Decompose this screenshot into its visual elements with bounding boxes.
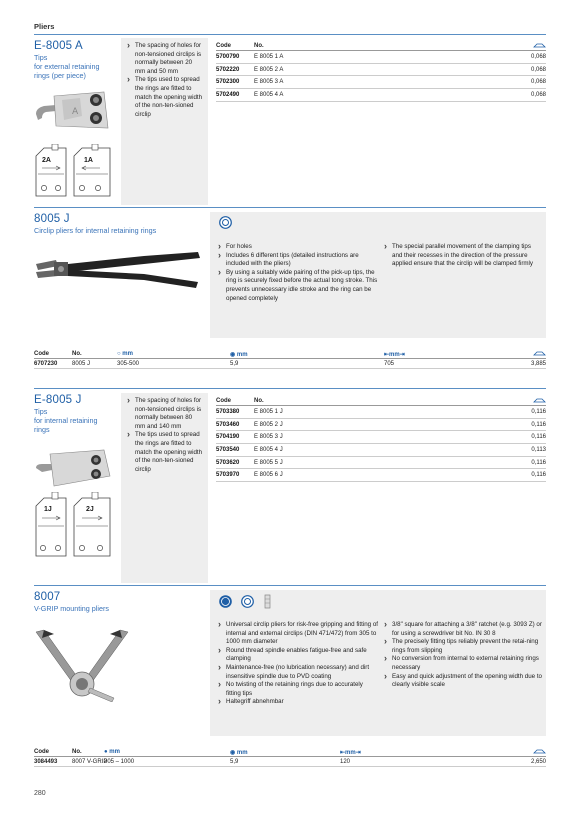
s1-bullet: › The spacing of holes for non-tensioned circlips is normally between 20 mm and 50 mm	[127, 42, 204, 76]
table-row: 5700790 E 8005 1 A 0,068	[216, 51, 546, 64]
s4-bullet: › No twisting of the retaining rings due to accurately fitting tips	[218, 681, 378, 698]
col-diameter: ◉ mm	[230, 750, 248, 756]
weight-icon	[533, 749, 546, 756]
s1-title: E-8005 A	[34, 40, 83, 52]
s3-desc-panel	[121, 393, 208, 583]
col-length: ⇤mm⇥	[340, 750, 361, 756]
s1-tag-2a: 2A	[42, 157, 51, 164]
s3-tip-diagram	[34, 492, 112, 558]
s4-vgrip-image	[34, 622, 130, 702]
s4-subtitle: V-GRIP mounting pliers	[34, 604, 109, 613]
s3-bullet: › The tips used to spread the rings are fitted to match the opening width of the non-ten-sioned circlip	[127, 431, 204, 474]
s3-title: E-8005 J	[34, 394, 82, 406]
table-row: 5703380 E 8005 1 J 0,116	[216, 406, 546, 419]
filled-circle-icon	[219, 595, 232, 608]
header-rule	[34, 34, 546, 35]
s1-table	[216, 42, 546, 102]
col-range: ○ mm	[117, 351, 133, 357]
s4-bullet: › 3/8" square for attaching a 3/8" ratchet (e.g. 3093 Z) or for using a screwdriver bit No. IN 30 8	[384, 621, 542, 638]
table-row: 5703970 E 8005 6 J 0,116	[216, 469, 546, 482]
table-row: 5703620 E 8005 5 J 0,116	[216, 457, 546, 470]
col-length: ⇤mm⇥	[384, 352, 405, 358]
circle-ring-icon	[219, 216, 232, 229]
s2-pliers-image	[34, 250, 202, 290]
s4-bullet: › Round thread spindle enables fatigue-free and safe clamping	[218, 647, 378, 664]
col-code: Code	[34, 351, 49, 357]
table-row: 3084493 8007 V-GRIP 305 – 1000 5,9 120 2,650	[34, 759, 546, 765]
s4-bullet: › Easy and quick adjustment of the opening width due to clearly visible scale	[384, 673, 542, 690]
s1-tip-image	[34, 86, 120, 134]
weight-icon	[533, 351, 546, 358]
s4-bullet: › No conversion from internal to external retaining rings necessary	[384, 655, 542, 672]
s2-bullet: › The special parallel movement of the clamping tips and their recesses in the direction of the pressure applied ensure that the circlip will be clamped firmly	[384, 243, 542, 269]
col-no: No.	[254, 398, 264, 404]
table-row: 5703460 E 8005 2 J 0,116	[216, 419, 546, 432]
col-code: Code	[216, 398, 231, 404]
col-no: No.	[72, 351, 82, 357]
s1-subtitle: Tips for external retaining rings (per piece)	[34, 53, 100, 80]
section-rule	[34, 207, 546, 208]
s4-bullet: › Haltegriff abnehmbar	[218, 698, 378, 707]
weight-icon	[506, 43, 546, 50]
s4-bullet: › Maintenance-free (no lubrication necessary) and dirt insensitive spindle due to PVD coating	[218, 664, 378, 681]
s4-bullets-right	[384, 621, 542, 690]
s1-bullet: › The tips used to spread the rings are fitted to match the opening width of the non-ten-sioned circlip	[127, 76, 204, 119]
svg-text:A: A	[72, 107, 79, 117]
s1-tip-diagram	[34, 144, 112, 198]
s2-subtitle: Circlip pliers for internal retaining rings	[34, 226, 157, 235]
col-code: Code	[216, 43, 231, 49]
section-rule	[34, 585, 546, 586]
col-range: ● mm	[104, 749, 120, 755]
category-label: Pliers	[34, 22, 55, 31]
s2-table	[34, 349, 546, 369]
table-row: 5702220 E 8005 2 A 0,068	[216, 64, 546, 77]
s2-bullets-left	[218, 243, 378, 303]
s3-tag-2j: 2J	[86, 506, 94, 513]
s2-bullet: › By using a suitably wide pairing of the pick-up tips, the ring is securely fixed before the actual tong stroke. This prevents unnecessary idle stroke and the ring can be opened completely	[218, 269, 378, 303]
s3-tip-image	[34, 446, 114, 490]
circle-ring-icon	[241, 595, 254, 608]
s4-title: 8007	[34, 591, 61, 603]
s3-table	[216, 397, 546, 482]
col-no: No.	[254, 43, 264, 49]
weight-icon	[506, 398, 546, 405]
table-row: 6707230 8005 J 305-500 5,9 705 3,885	[34, 361, 546, 367]
s4-bullets-left	[218, 621, 378, 707]
col-no: No.	[72, 749, 82, 755]
s2-title: 8005 J	[34, 213, 70, 225]
s4-bullet: › Universal circlip pliers for risk-free gripping and fitting of internal and external circlips (DIN 471/472) from 305 to 1000 mm diameter	[218, 621, 378, 647]
s4-table	[34, 747, 546, 767]
section-rule	[34, 388, 546, 389]
s2-bullet: › For holes	[218, 243, 378, 252]
s1-desc-panel	[121, 38, 208, 205]
page-number: 280	[34, 790, 46, 797]
table-row: 5703540 E 8005 4 J 0,113	[216, 444, 546, 457]
table-row: 5704190 E 8005 3 J 0,116	[216, 431, 546, 444]
s2-bullets-right	[384, 243, 542, 269]
s3-subtitle: Tips for internal retaining rings	[34, 407, 98, 434]
table-row: 5702300 E 8005 3 A 0,068	[216, 76, 546, 89]
s2-bullet: › Includes 6 different tips (detailed instructions are included with the pliers)	[218, 252, 378, 269]
s4-bullet: › The precisely fitting tips reliably prevent the retai-ning rings from slipping	[384, 638, 542, 655]
col-diameter: ◉ mm	[230, 352, 248, 358]
s3-bullet: › The spacing of holes for non-tensioned circlips is normally between 80 mm and 140 mm	[127, 397, 204, 431]
s1-tag-1a: 1A	[84, 157, 93, 164]
col-code: Code	[34, 749, 49, 755]
s3-tag-1j: 1J	[44, 506, 52, 513]
shim-icon	[263, 594, 273, 609]
table-row: 5702490 E 8005 4 A 0,068	[216, 89, 546, 102]
